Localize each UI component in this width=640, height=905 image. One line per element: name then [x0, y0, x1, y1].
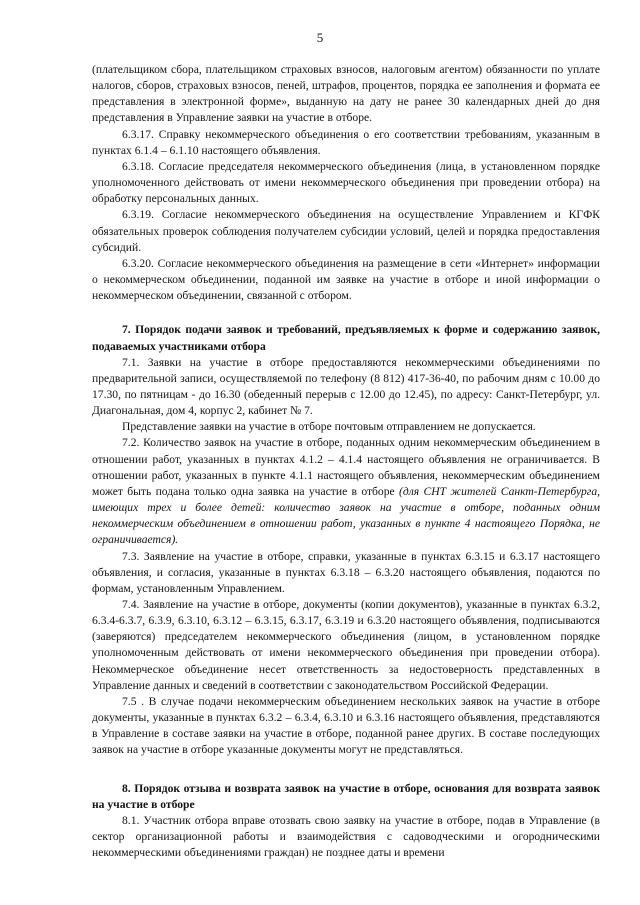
section-gap [92, 759, 600, 781]
paragraph-7-4: 7.4. Заявление на участие в отборе, документы (копии документов), указанные в пунктах 6.3.2, 6.3.4-6.3.7, 6.3.9, 6.3.10, 6.3.12 – 6.3.15, 6.3.17, 6.3.19 и 6.3.20 настоящего объявления, подписываются (заверяются) председателем некоммерческого объединения (лицом, в установленном порядке уполномоченным действовать от имени некоммерческого объединения при проведении отбора). Некоммерческое объединение несет ответственность за недостоверность представленных в Управление данных и сведений в соответствии с законодательством Российской Федерации. [92, 598, 600, 692]
section-heading-8: 8. Порядок отзыва и возврата заявок на участие в отборе, основания для возврата заявок на участие в отборе [92, 781, 600, 811]
paragraph-8-1: 8.1. Участник отбора вправе отозвать свою заявку на участие в отборе, подав в Управление (в сектор организационной работы и взаимодействия с садоводческими и огородническими некоммерческими объединениями граждан) не позднее даты и времени [92, 813, 600, 860]
paragraph-7-2 [92, 435, 600, 548]
paragraph-7-1: 7.1. Заявки на участие в отборе предоставляются некоммерческими объединениями по предварительной записи, осуществляемой по телефону (8 812) 417-36-40, по рабочим дням с 10.00 до 17.30, по пятницам - до 16.30 (обеденный перерыв с 12.00 до 12.45), по адресу: Санкт-Петербург, ул. Диагональная, дом 4, корпус 2, кабинет № 7. [92, 355, 600, 418]
page-number: 5 [316, 30, 324, 45]
paragraph-7-3: 7.3. Заявление на участие в отборе, справки, указанные в пунктах 6.3.15 и 6.3.17 настоящего объявления, и согласия, указанные в пунктах 6.3.18 – 6.3.20 настоящего объявления, подаются по формам, установленным Управлением. [92, 549, 600, 595]
paragraph-6-3-20: 6.3.20. Согласие некоммерческого объединения на размещение в сети «Интернет» информации о некоммерческом объединении, поданной им заявке на участие в отборе и иной информации о некоммерческом объединении, связанной с отбором. [92, 256, 600, 303]
document-body [92, 62, 600, 861]
section-heading-7: 7. Порядок подачи заявок и требований, предъявляемых к форме и содержанию заявок, подаваемых участниками отбора [92, 323, 600, 353]
paragraph-6-3-17: 6.3.17. Справку некоммерческого объединения о его соответствии требованиям, указанным в пунктах 6.1.4 – 6.1.10 настоящего объявления. [92, 127, 600, 157]
paragraph-6-3-19: 6.3.19. Согласие некоммерческого объединения на осуществление Управлением и КГФК обязательных проверок соблюдения получателем субсидии условий, целей и порядка предоставления субсидий. [92, 208, 600, 254]
paragraph-7-2-text: 7.2. Количество заявок на участие в отборе, поданных одним некоммерческим объединением в отношении работ, указанных в пунктах 4.1.2 – 4.1.4 настоящего объявления не ограничивается. В отношении работ, указанных в пункте 4.1.1 настоящего объявления, некоммерческим объединением может быть подана только одна заявка на участие в отборе [92, 436, 600, 498]
paragraph-7-5: 7.5 . В случае подачи некоммерческим объединением нескольких заявок на участие в отборе документы, указанные в пунктах 6.3.2 – 6.3.4, 6.3.10 и 6.3.16 настоящего объявления, представляются в Управление в составе заявки на участие в отборе, поданной ранее других. В составе последующих заявок на участие в отборе указанные документы могут не представляться. [92, 694, 600, 757]
paragraph-postal-note: Представление заявки на участие в отборе почтовым отправлением не допускается. [122, 420, 536, 434]
paragraph-7-2-italic-note: (для СНТ жителей Санкт-Петербурга, имеющих трех и более детей: количество заявок на участие в отборе, поданных одним некоммерческим объединением в отношении работ, указанных в пункте 4 настоящего Порядка, не ограничивается). [92, 484, 601, 547]
paragraph-continuation: (плательщиком сбора, плательщиком страховых взносов, налоговым агентом) обязанности по уплате налогов, сборов, страховых взносов, пеней, штрафов, процентов, порядка ее заполнения и формата ее представления в электронной форме», выданную на дату не ранее 30 календарных дней до дня представления в Управление заявки на участие в отборе. [92, 63, 600, 125]
section-gap [92, 304, 600, 322]
paragraph-6-3-18: 6.3.18. Согласие председателя некоммерческого объединения (лица, в установленном порядке уполномоченного действовать от имени некоммерческого объединения при проведении отбора) на обработку персональных данных. [92, 159, 600, 206]
